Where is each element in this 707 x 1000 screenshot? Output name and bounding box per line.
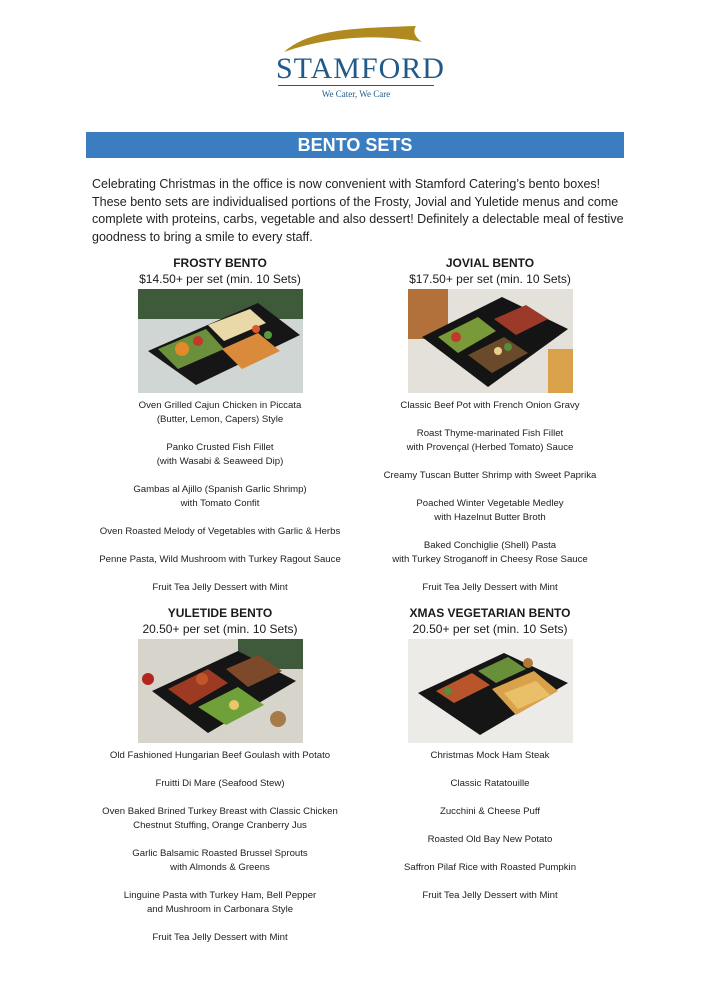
xmas-vegetarian-bento-photo bbox=[408, 639, 573, 743]
menu-item: Penne Pasta, Wild Mushroom with Turkey Ragout Sauce bbox=[99, 554, 341, 565]
frosty-bento-section bbox=[90, 255, 350, 609]
menu-item: Christmas Mock Ham Steak bbox=[430, 750, 550, 761]
yuletide-bento-section bbox=[90, 605, 350, 959]
yuletide-bento-photo bbox=[138, 639, 303, 743]
menu-item: Creamy Tuscan Butter Shrimp with Sweet Paprika bbox=[383, 470, 597, 481]
menu-item: Poached Winter Vegetable Medley with Hazelnut Butter Broth bbox=[416, 498, 564, 523]
logo-wordmark: STAMFORD bbox=[276, 52, 445, 85]
menu-item: Fruit Tea Jelly Dessert with Mint bbox=[152, 932, 288, 943]
menu-item: Linguine Pasta with Turkey Ham, Bell Pepper and Mushroom in Carbonara Style bbox=[123, 890, 317, 915]
frosty-bento-photo bbox=[138, 289, 303, 393]
section-price: 20.50+ per set (min. 10 Sets) bbox=[412, 622, 568, 636]
menu-item: Saffron Pilaf Rice with Roasted Pumpkin bbox=[403, 862, 577, 873]
intro-paragraph: Celebrating Christmas in the office is now convenient with Stamford Catering’s bento boxes! These bento sets are individualised portions of the Frosty, Jovial and Yuletide menus and come complete with proteins, carbs, vegetable and also dessert! Definitely a delectable meal of festive goodness to bring a smile to every staff. bbox=[92, 177, 624, 244]
menu-item: Baked Conchiglie (Shell) Pasta with Turkey Stroganoff in Cheesy Rose Sauce bbox=[392, 540, 588, 565]
logo-tagline: We Cater, We Care bbox=[321, 89, 391, 99]
menu-item: Fruit Tea Jelly Dessert with Mint bbox=[152, 582, 288, 593]
jovial-bento-photo bbox=[408, 289, 573, 393]
section-title: XMAS VEGETARIAN BENTO bbox=[409, 606, 571, 620]
menu-item: Roast Thyme-marinated Fish Fillet with Provençal (Herbed Tomato) Sauce bbox=[406, 428, 574, 453]
menu-item: Zucchini & Cheese Puff bbox=[439, 806, 541, 817]
menu-item: Classic Ratatouille bbox=[450, 778, 530, 789]
menu-item: Oven Grilled Cajun Chicken in Piccata (Butter, Lemon, Capers) Style bbox=[138, 400, 302, 425]
menu-item: Old Fashioned Hungarian Beef Goulash with Potato bbox=[109, 750, 331, 761]
section-title: FROSTY BENTO bbox=[173, 256, 267, 270]
section-price: $17.50+ per set (min. 10 Sets) bbox=[409, 272, 571, 286]
stamford-logo bbox=[270, 22, 445, 100]
section-title: YULETIDE BENTO bbox=[167, 606, 273, 620]
menu-item: Fruitti Di Mare (Seafood Stew) bbox=[155, 778, 285, 789]
menu-item: Oven Baked Brined Turkey Breast with Classic Chicken Chestnut Stuffing, Orange Cranberry Jus bbox=[102, 806, 338, 831]
menu-item: Oven Roasted Melody of Vegetables with Garlic & Herbs bbox=[99, 526, 341, 537]
menu-item: Fruit Tea Jelly Dessert with Mint bbox=[422, 582, 558, 593]
jovial-bento-section bbox=[360, 255, 620, 609]
menu-item: Fruit Tea Jelly Dessert with Mint bbox=[422, 890, 558, 901]
menu-item: Classic Beef Pot with French Onion Gravy bbox=[400, 400, 580, 411]
section-title: JOVIAL BENTO bbox=[445, 256, 535, 270]
logo-divider bbox=[278, 85, 434, 86]
menu-item: Roasted Old Bay New Potato bbox=[427, 834, 553, 845]
page-title-banner: BENTO SETS bbox=[86, 132, 624, 158]
xmas-vegetarian-bento-section bbox=[360, 605, 620, 917]
menu-item: Garlic Balsamic Roasted Brussel Sprouts with Almonds & Greens bbox=[132, 848, 308, 873]
section-price: $14.50+ per set (min. 10 Sets) bbox=[139, 272, 301, 286]
menu-item: Panko Crusted Fish Fillet (with Wasabi & Seaweed Dip) bbox=[156, 442, 284, 467]
section-price: 20.50+ per set (min. 10 Sets) bbox=[142, 622, 298, 636]
menu-item: Gambas al Ajillo (Spanish Garlic Shrimp) with Tomato Confit bbox=[133, 484, 307, 509]
